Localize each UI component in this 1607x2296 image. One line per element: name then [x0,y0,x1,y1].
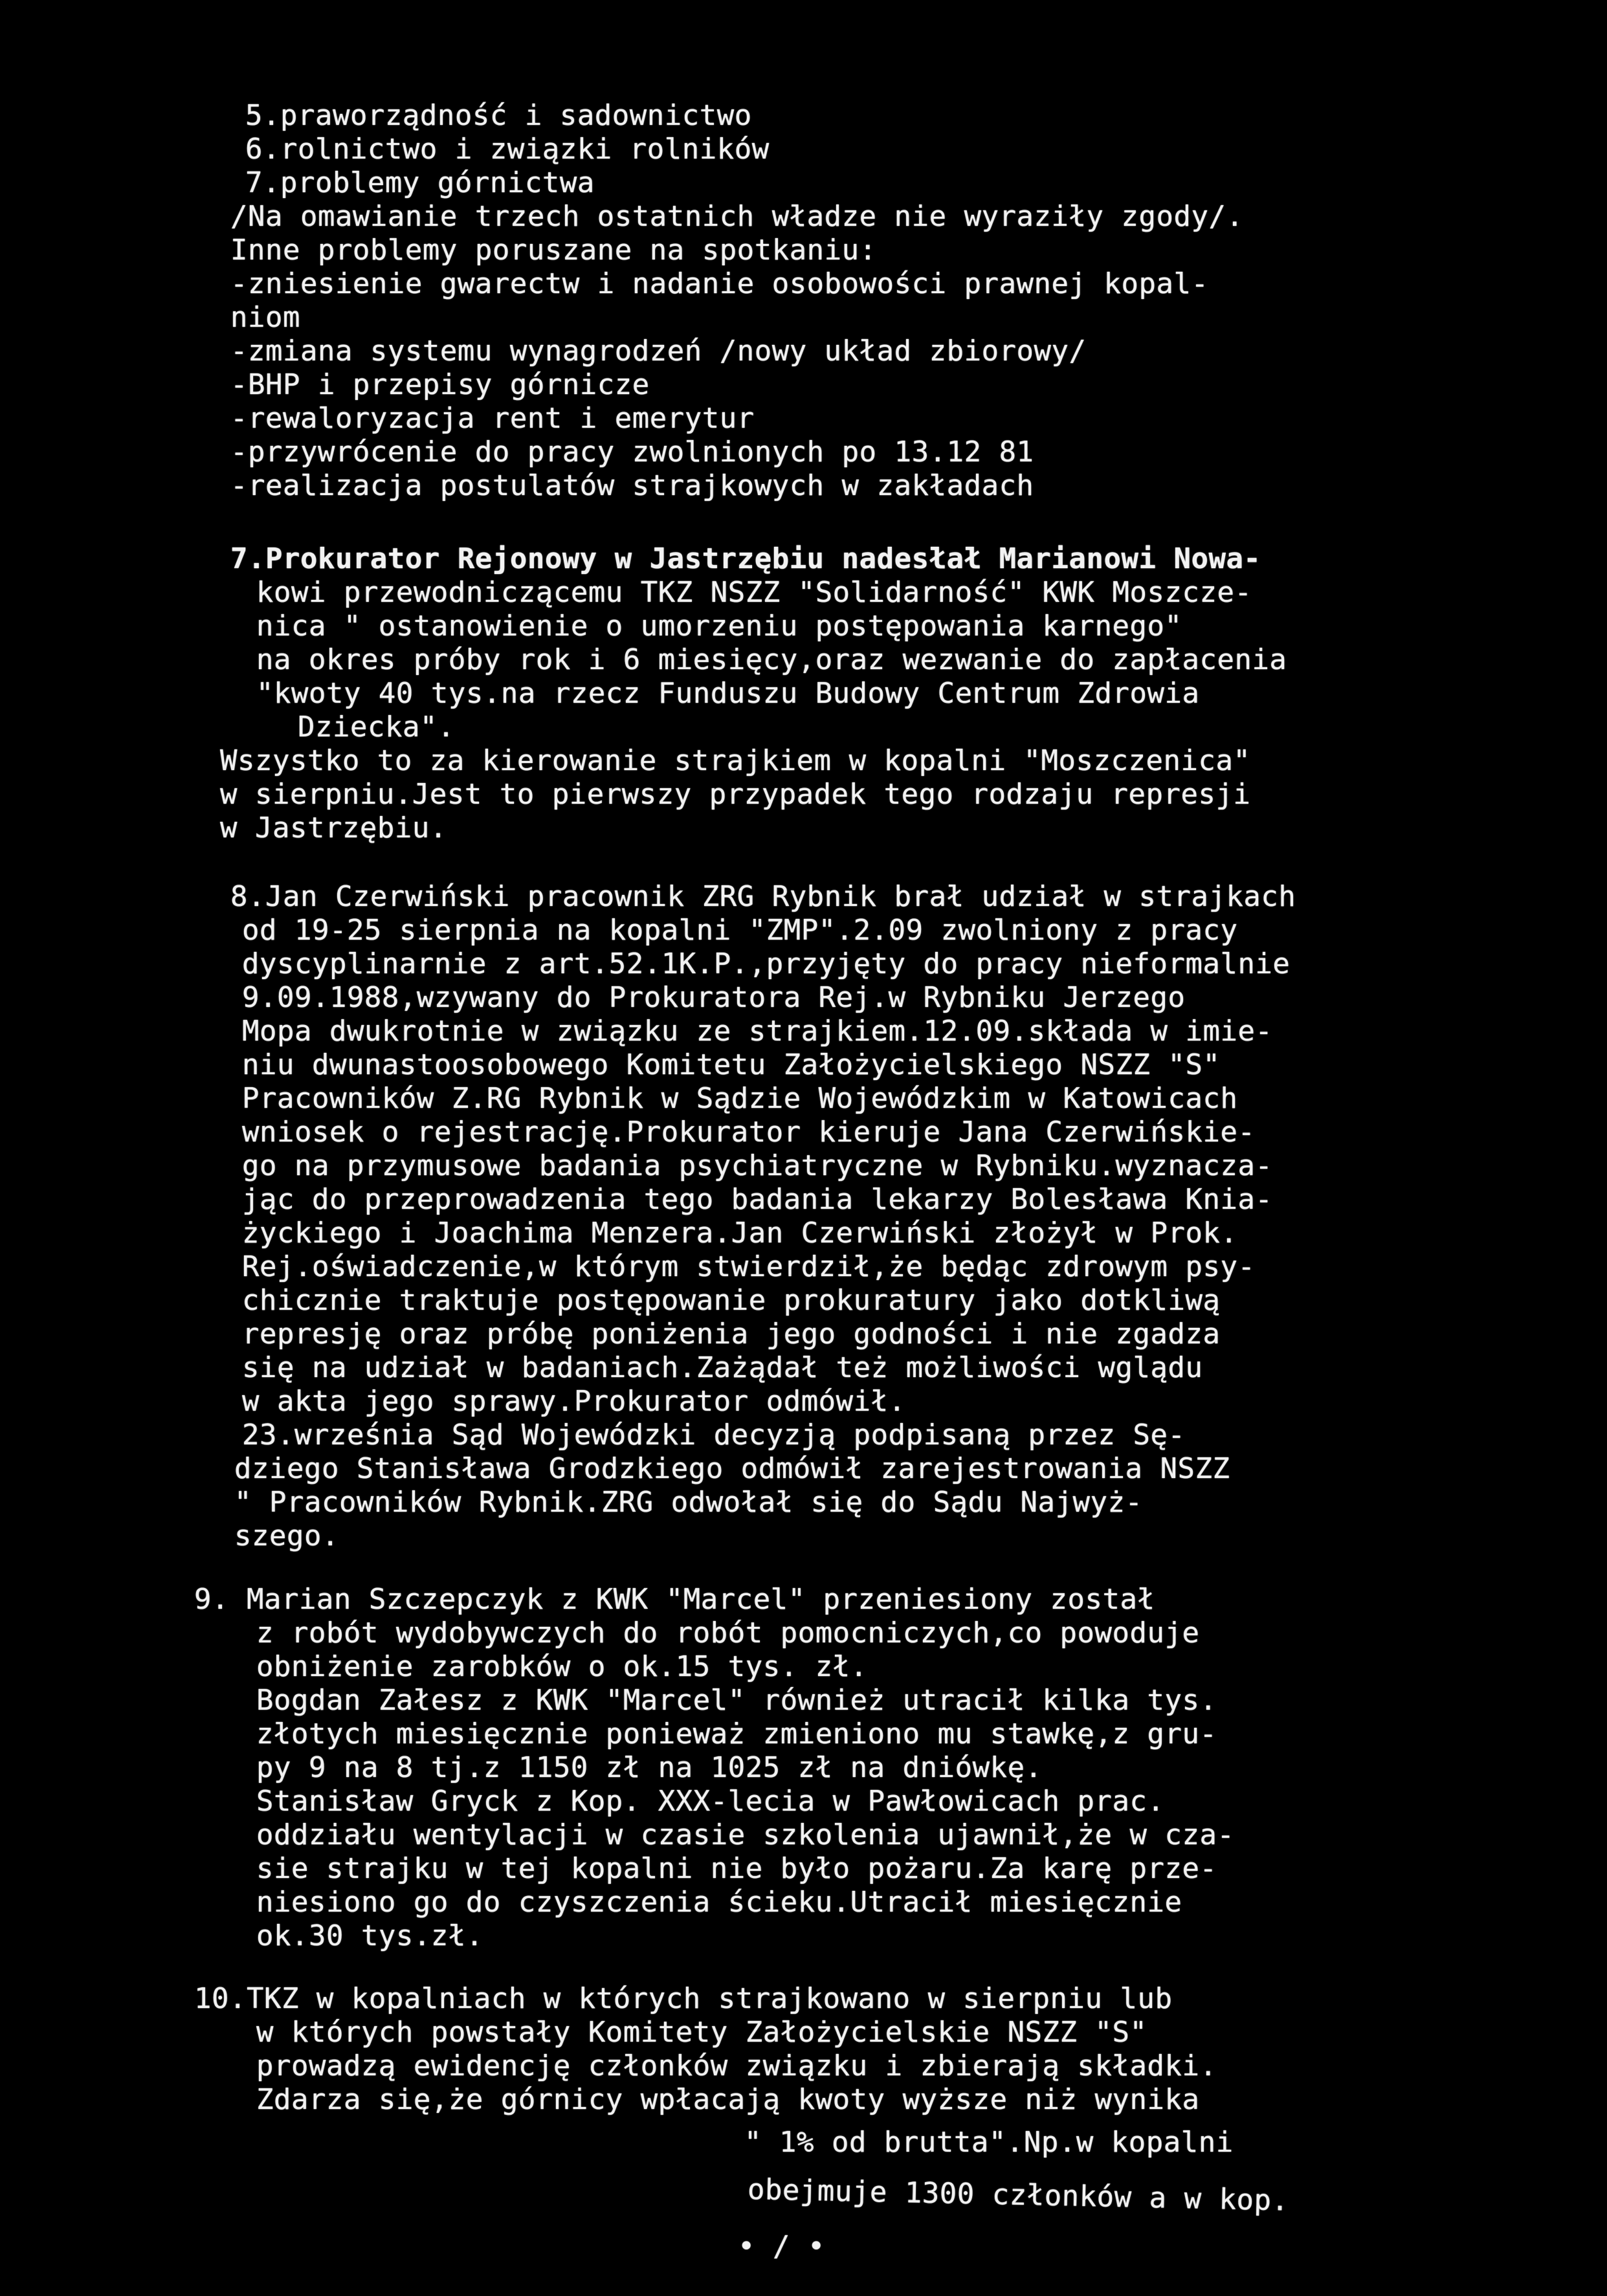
text-line: się na udział w badaniach.Zażądał też możliwości wglądu [242,1351,1203,1384]
text-line: niesiono go do czyszczenia ścieku.Utracił miesięcznie [256,1886,1182,1919]
text-line: -przywrócenie do pracy zwolnionych po 13.12 81 [230,436,1034,469]
text-line: -zmiana systemu wynagrodzeń /nowy układ zbiorowy/ [230,335,1087,368]
text-line: "kwoty 40 tys.na rzecz Funduszu Budowy Centrum Zdrowia [256,677,1200,710]
text-line: 6.rolnictwo i związki rolników [245,133,770,166]
text-line: obejmuje 1300 członków a w kop. [747,2173,1290,2218]
text-line: złotych miesięcznie ponieważ zmieniono mu stawkę,z gru- [256,1717,1217,1750]
text-line: oddziału wentylacji w czasie szkolenia ujawnił,że w cza- [256,1818,1235,1851]
text-line: obniżenie zarobków o ok.15 tys. zł. [256,1650,868,1683]
text-line: 9. Marian Szczepczyk z KWK "Marcel" przeniesiony został [194,1583,1155,1616]
text-line: -realizacja postulatów strajkowych w zakładach [230,469,1034,502]
text-line: nica " ostanowienie o umorzeniu postępowania karnego" [256,610,1182,643]
text-line: Wszystko to za kierowanie strajkiem w kopalni "Moszczenica" [220,744,1251,777]
text-line: Dziecka". [298,711,455,744]
text-line: 7.Prokurator Rejonowy w Jastrzębiu nadesłał Marianowi Nowa- [230,542,1261,575]
text-line: dziego Stanisława Grodzkiego odmówił zarejestrowania NSZZ [234,1452,1230,1485]
text-line: Stanisław Gryck z Kop. XXX-lecia w Pawłowicach prac. [256,1785,1165,1818]
text-line: go na przymusowe badania psychiatryczne w Rybniku.wyznacza- [242,1149,1273,1182]
text-line: kowi przewodniczącemu TKZ NSZZ "Solidarność" KWK Moszcze- [256,576,1252,609]
text-line: represję oraz próbę poniżenia jego godności i nie zgadza [242,1318,1221,1351]
text-line: " Pracowników Rybnik.ZRG odwołał się do Sądu Najwyż- [234,1486,1143,1519]
text-line: Inne problemy poruszane na spotkaniu: [230,234,877,267]
text-line: szego. [234,1519,339,1552]
text-line: -BHP i przepisy górnicze [230,368,650,401]
text-line: 9.09.1988,wzywany do Prokuratora Rej.w Rybniku Jerzego [242,981,1186,1014]
text-line: niu dwunastoosobowego Komitetu Założycielskiego NSZZ "S" [242,1048,1221,1081]
text-line: na okres próby rok i 6 miesięcy,oraz wezwanie do zapłacenia [256,643,1287,676]
text-line: " 1% od brutta".Np.w kopalni [744,2126,1234,2159]
text-line: wniosek o rejestrację.Prokurator kieruje Jana Czerwińskie- [242,1116,1256,1149]
text-line: od 19-25 sierpnia na kopalni "ZMP".2.09 zwolniony z pracy [242,914,1238,947]
text-line: w Jastrzębiu. [220,811,447,844]
text-line: 7.problemy górnictwa [245,166,595,199]
text-line: życkiego i Joachima Menzera.Jan Czerwiński złożył w Prok. [242,1217,1238,1250]
text-line: w sierpniu.Jest to pierwszy przypadek tego rodzaju represji [220,778,1251,811]
text-line: z robót wydobywczych do robót pomocniczych,co powoduje [256,1617,1200,1650]
text-line: niom [230,301,300,334]
text-line: Pracowników Z.RG Rybnik w Sądzie Wojewódzkim w Katowicach [242,1082,1238,1115]
text-line: prowadzą ewidencję członków związku i zbierają składki. [256,2049,1217,2082]
text-line: Mopa dwukrotnie w związku ze strajkiem.12.09.składa w imie- [242,1015,1273,1048]
text-line: 23.września Sąd Wojewódzki decyzją podpisaną przez Sę- [242,1418,1186,1452]
text-line: jąc do przeprowadzenia tego badania lekarzy Bolesława Knia- [242,1183,1273,1216]
text-line: py 9 na 8 tj.z 1150 zł na 1025 zł na dniówkę. [256,1751,1043,1784]
text-line: -zniesienie gwarectw i nadanie osobowości prawnej kopal- [230,267,1209,300]
text-line: Bogdan Załesz z KWK "Marcel" również utracił kilka tys. [256,1684,1217,1717]
text-line: ok.30 tys.zł. [256,1919,483,1952]
text-line: dyscyplinarnie z art.52.1K.P.,przyjęty do pracy nieformalnie [242,947,1291,980]
text-line: w których powstały Komitety Założycielskie NSZZ "S" [256,2016,1147,2049]
text-line: w akta jego sprawy.Prokurator odmówił. [242,1385,906,1418]
text-line: 8.Jan Czerwiński pracownik ZRG Rybnik brał udział w strajkach [230,880,1296,913]
text-line: Rej.oświadczenie,w którym stwierdził,że będąc zdrowym psy- [242,1250,1256,1283]
text-line: Zdarza się,że górnicy wpłacają kwoty wyższe niż wynika [256,2083,1200,2116]
text-line: -rewaloryzacja rent i emerytur [230,402,755,435]
text-line: • / • [738,2230,825,2263]
text-line: 10.TKZ w kopalniach w których strajkowano w sierpniu lub [194,1982,1173,2015]
text-line: 5.praworządność i sadownictwo [245,99,752,132]
text-line: sie strajku w tej kopalni nie było pożaru.Za karę prze- [256,1852,1217,1885]
text-line: /Na omawianie trzech ostatnich władze nie wyraziły zgody/. [230,200,1244,233]
text-line: chicznie traktuje postępowanie prokuratury jako dotkliwą [242,1284,1221,1317]
